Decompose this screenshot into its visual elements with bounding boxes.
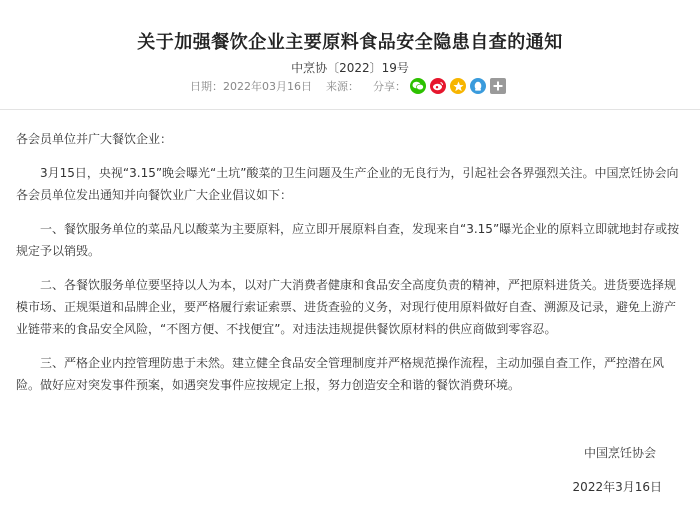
date-label: 日期：2022年03月16日 [190, 80, 312, 93]
paragraph-item-3: 三、严格企业内控管理防患于未然。建立健全食品安全管理制度并严格规范操作流程，主动加强自查工作，严控潜在风险。做好应对突发事件预案，如遇突发事件应按规定上报，努力创造安全和谐的餐饮消费环境。 [16, 356, 665, 392]
qzone-icon[interactable] [450, 78, 466, 94]
paragraph-intro: 3月15日，央视“3.15”晚会曝光“土坑”酸菜的卫生问题及生产企业的无良行为，引起社会各界强烈关注。中国烹饪协会向各会员单位发出通知并向餐饮业广大企业倡议如下： [16, 166, 679, 202]
document-number: 中烹协〔2022〕19号 [291, 61, 409, 75]
paragraph-item-2: 二、各餐饮服务单位要坚持以人为本，以对广大消费者健康和食品安全高度负责的精神，严把原料进货关。进货要选择规模市场、正规渠道和品牌企业，要严格履行索证索票、进货查验的义务，对现行使用原料做好自查、溯源及记录，避免上游产业链带来的食品安全风险，“不图方便、不找便宜”。对违法违规提供餐饮原材料的供应商做到零容忍。 [16, 278, 677, 336]
signature-date: 2022年3月16日 [572, 480, 662, 494]
source-label: 来源： [326, 80, 359, 93]
salutation: 各会员单位并广大餐饮企业： [16, 132, 173, 146]
share-icons [410, 78, 510, 94]
weibo-icon[interactable] [430, 78, 446, 94]
article-meta [0, 76, 700, 96]
qq-icon[interactable] [470, 78, 486, 94]
article-body [16, 128, 684, 408]
page-title: 关于加强餐饮企业主要原料食品安全隐患自查的通知 [137, 32, 563, 53]
signature: 中国烹饪协会 [583, 446, 656, 460]
wechat-icon[interactable] [410, 78, 426, 94]
divider [0, 109, 700, 110]
share-label: 分享： [373, 80, 406, 93]
more-icon[interactable] [490, 78, 506, 94]
paragraph-item-1: 一、餐饮服务单位的菜品凡以酸菜为主要原料，应立即开展原料自查，发现来自“3.15”曝光企业的原料立即就地封存或按规定予以销毁。 [16, 222, 680, 258]
